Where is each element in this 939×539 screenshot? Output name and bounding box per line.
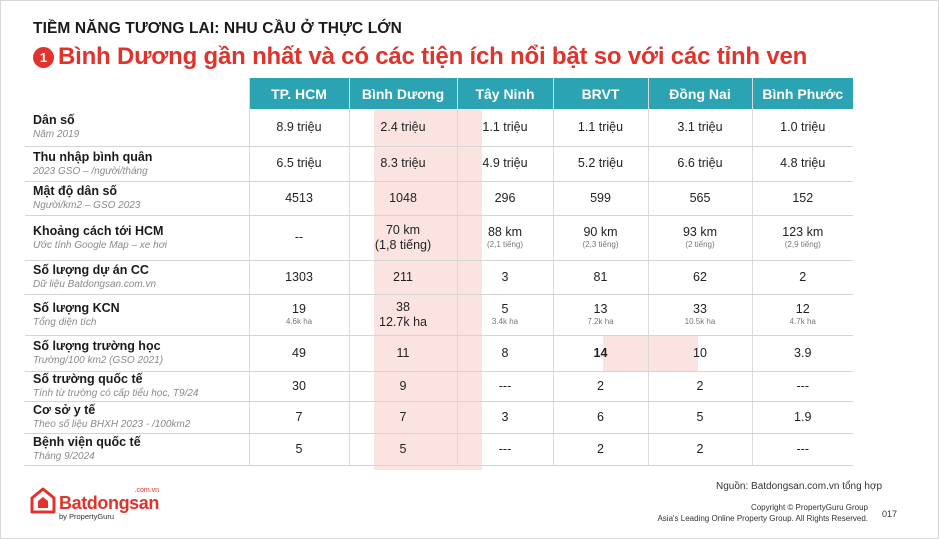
row-label: Số lượng dự án CC: [33, 263, 149, 277]
row-label-cell: [25, 109, 249, 146]
row-sublabel: Theo số liệu BHXH 2023 - /100km2: [33, 419, 191, 430]
row-label-cell: [25, 401, 249, 433]
cell-value: 62: [693, 269, 707, 284]
cell-value: 1303: [285, 269, 313, 284]
value-cell: [249, 433, 349, 465]
row-label: Bệnh viện quốc tế: [33, 435, 141, 449]
value-cell: [553, 371, 648, 401]
value-cell: [752, 371, 853, 401]
value-cell: [752, 335, 853, 371]
value-cell: [648, 260, 752, 294]
table-header-row: [25, 78, 853, 109]
cell-value: 211: [393, 269, 413, 284]
row-label-cell: [25, 215, 249, 260]
cell-value: 2: [696, 378, 704, 393]
row-label-cell: [25, 371, 249, 401]
cell-subvalue: 7.2k ha: [587, 317, 614, 326]
value-cell: [648, 294, 752, 335]
cell-value: 2: [597, 441, 604, 456]
value-cell: [349, 401, 457, 433]
cell-value: 123 km: [782, 225, 824, 239]
cell-subvalue: 10.5k ha: [684, 317, 716, 326]
row-label-cell: [25, 181, 249, 215]
value-cell: [457, 371, 553, 401]
comparison-table-wrap: [25, 78, 853, 466]
cell-value: 1048: [389, 190, 417, 205]
cell-value: 3: [501, 409, 509, 424]
cell-value: 4.8 triệu: [780, 156, 826, 170]
copyright-line-2: Asia's Leading Online Property Group. All Rights Reserved.: [657, 514, 868, 523]
page-number: 017: [882, 509, 898, 519]
cell-value: 4.9 triệu: [482, 156, 528, 170]
value-cell: [553, 109, 648, 146]
row-label: Cơ sở y tế: [33, 403, 96, 417]
value-cell: [249, 215, 349, 260]
table-row: [25, 433, 853, 465]
cell-value: ---: [796, 441, 809, 456]
cell-value: --: [294, 230, 304, 244]
row-label-cell: [25, 260, 249, 294]
cell-value: 5.2 triệu: [577, 156, 624, 170]
cell-value: 1.1 triệu: [482, 119, 528, 134]
cell-value: 8.3 triệu: [380, 156, 426, 170]
value-cell: [553, 146, 648, 181]
copyright-line-1: Copyright © PropertyGuru Group: [750, 503, 868, 512]
cell-value: 8: [501, 345, 509, 360]
value-cell: [457, 433, 553, 465]
cell-value: 3.1 triệu: [677, 119, 723, 134]
row-label: Số trường quốc tế: [33, 372, 143, 386]
row-sublabel: Tổng diện tích: [33, 316, 97, 328]
cell-value: 14: [593, 345, 608, 360]
row-sublabel: Tháng 9/2024: [33, 451, 95, 462]
cell-value: 5: [501, 302, 509, 316]
row-label: Số lượng trường học: [33, 339, 161, 353]
cell-value: 7: [295, 409, 303, 424]
row-sublabel: 2023 GSO – /người/tháng: [33, 165, 148, 177]
value-cell: [249, 146, 349, 181]
value-cell: [752, 109, 853, 146]
value-cell: [648, 181, 752, 215]
value-cell: [752, 215, 853, 260]
cell-value: 9: [399, 378, 407, 393]
cell-value: 5: [399, 441, 407, 456]
cell-subvalue: (2,3 tiếng): [582, 240, 619, 249]
row-label: Khoảng cách tới HCM: [33, 223, 164, 238]
row-sublabel: Năm 2019: [33, 129, 80, 141]
cell-value: 93 km: [682, 225, 718, 239]
cell-value: ---: [498, 378, 512, 393]
value-cell: [457, 401, 553, 433]
cell-value: 13: [593, 302, 608, 316]
headline-text: Bình Dương gần nhất và có các tiện ích nổi bật so với các tỉnh ven: [58, 43, 808, 70]
value-cell: [553, 335, 648, 371]
cell-subvalue: (1,8 tiếng): [374, 237, 432, 252]
cell-subvalue: 12.7k ha: [379, 314, 427, 329]
cell-value: 3: [501, 269, 509, 284]
table-row: [25, 109, 853, 146]
cell-value: 7: [399, 409, 407, 424]
value-cell: [553, 181, 648, 215]
cell-value: 30: [292, 378, 306, 393]
logo-tagline: by PropertyGuru: [59, 512, 115, 521]
cell-value: 81: [593, 269, 608, 284]
value-cell: [349, 335, 457, 371]
value-cell: [349, 294, 457, 335]
cell-value: 6.6 triệu: [677, 156, 723, 170]
cell-value: 565: [689, 190, 711, 205]
logo-name: Batdongsan: [59, 493, 160, 513]
cell-subvalue: (2,1 tiếng): [486, 240, 524, 249]
table-row: [25, 335, 853, 371]
value-cell: [457, 294, 553, 335]
value-cell: [349, 433, 457, 465]
row-sublabel: Người/km2 – GSO 2023: [33, 200, 141, 211]
cell-subvalue: 4.7k ha: [789, 317, 816, 326]
slide-eyebrow: TIỀM NĂNG TƯƠNG LAI: NHU CẦU Ở THỰC LỚN: [33, 20, 402, 37]
column-header: Bình Phước: [752, 78, 853, 109]
table-row: [25, 294, 853, 335]
cell-subvalue: (2 tiếng): [685, 240, 715, 249]
value-cell: [553, 294, 648, 335]
batdongsan-logo: [30, 487, 159, 522]
cell-subvalue: (2,9 tiếng): [784, 240, 821, 249]
row-label-cell: [25, 146, 249, 181]
value-cell: [752, 181, 853, 215]
source-note: Nguồn: Batdongsan.com.vn tổng hợp: [716, 481, 883, 492]
value-cell: [249, 260, 349, 294]
cell-value: 19: [292, 302, 306, 316]
value-cell: [349, 260, 457, 294]
value-cell: [249, 401, 349, 433]
cell-value: 11: [396, 345, 410, 360]
table-row: [25, 401, 853, 433]
row-label: Số lượng KCN: [33, 300, 120, 315]
row-label: Mật độ dân số: [33, 184, 118, 198]
cell-value: 296: [494, 190, 516, 205]
cell-value: 8.9 triệu: [276, 119, 322, 134]
cell-value: 4513: [285, 190, 313, 205]
value-cell: [249, 294, 349, 335]
cell-value: 1.9: [794, 409, 812, 424]
cell-value: 6: [597, 409, 604, 424]
number-badge: 1: [33, 47, 54, 68]
row-sublabel: Dữ liệu Batdongsan.com.vn: [33, 279, 157, 290]
value-cell: [249, 371, 349, 401]
value-cell: [349, 181, 457, 215]
row-label-cell: [25, 335, 249, 371]
copyright-note: [657, 502, 868, 524]
cell-value: 2: [597, 378, 604, 393]
cell-subvalue: 4.6k ha: [285, 317, 313, 326]
value-cell: [648, 146, 752, 181]
cell-value: ---: [796, 378, 809, 393]
cell-value: 599: [590, 190, 611, 205]
value-cell: [752, 401, 853, 433]
cell-value: 1.0 triệu: [780, 119, 826, 134]
column-header: Tây Ninh: [457, 78, 553, 109]
column-header: TP. HCM: [249, 78, 349, 109]
value-cell: [457, 335, 553, 371]
cell-value: 1.1 triệu: [577, 119, 624, 134]
value-cell: [648, 109, 752, 146]
cell-value: 12: [795, 302, 810, 316]
table-row: [25, 181, 853, 215]
value-cell: [457, 109, 553, 146]
value-cell: [752, 294, 853, 335]
table-row: [25, 215, 853, 260]
value-cell: [349, 371, 457, 401]
column-header: Bình Dương: [349, 78, 457, 109]
value-cell: [553, 433, 648, 465]
table-body: [25, 109, 853, 465]
value-cell: [457, 181, 553, 215]
cell-subvalue: 3.4k ha: [491, 317, 519, 326]
column-header: BRVT: [553, 78, 648, 109]
cell-value: 38: [396, 299, 410, 314]
value-cell: [648, 371, 752, 401]
row-sublabel: Tính từ trường có cấp tiểu học, T9/24: [33, 388, 199, 399]
row-sublabel: Ước tính Google Map – xe hơi: [33, 239, 167, 251]
cell-value: 88 km: [487, 225, 523, 239]
value-cell: [349, 109, 457, 146]
cell-value: 2: [799, 269, 807, 284]
row-label-cell: [25, 433, 249, 465]
cell-value: 5: [696, 409, 704, 424]
header-corner: [25, 78, 249, 109]
value-cell: [648, 335, 752, 371]
value-cell: [249, 109, 349, 146]
table-row: [25, 260, 853, 294]
logo-text: [59, 487, 159, 522]
value-cell: [553, 260, 648, 294]
cell-value: 90 km: [583, 225, 618, 239]
cell-value: 2: [696, 441, 704, 456]
row-label: Thu nhập bình quân: [33, 149, 153, 164]
value-cell: [752, 260, 853, 294]
value-cell: [648, 215, 752, 260]
value-cell: [349, 146, 457, 181]
cell-value: 2.4 triệu: [380, 119, 426, 134]
cell-value: 3.9: [794, 345, 812, 360]
row-label: Dân số: [33, 113, 75, 128]
column-header: Đồng Nai: [648, 78, 752, 109]
row-label-cell: [25, 294, 249, 335]
cell-value: 10: [693, 345, 707, 360]
value-cell: [249, 181, 349, 215]
value-cell: [349, 215, 457, 260]
value-cell: [553, 215, 648, 260]
cell-value: 152: [792, 190, 814, 205]
cell-value: 6.5 triệu: [276, 156, 322, 170]
value-cell: [752, 433, 853, 465]
value-cell: [648, 401, 752, 433]
value-cell: [457, 260, 553, 294]
logo-domain-suffix: .com.vn: [134, 487, 160, 494]
cell-value: 5: [295, 441, 303, 456]
comparison-table: [25, 78, 853, 466]
table-row: [25, 371, 853, 401]
value-cell: [752, 146, 853, 181]
value-cell: [457, 146, 553, 181]
cell-value: 49: [292, 345, 306, 360]
slide-headline: [33, 43, 807, 71]
cell-value: ---: [498, 441, 512, 456]
row-sublabel: Trường/100 km2 (GSO 2021): [33, 355, 164, 366]
value-cell: [249, 335, 349, 371]
table-row: [25, 146, 853, 181]
house-logo-icon: [30, 487, 56, 515]
value-cell: [553, 401, 648, 433]
cell-value: 70 km: [385, 222, 421, 237]
cell-value: 33: [693, 302, 707, 316]
value-cell: [457, 215, 553, 260]
value-cell: [648, 433, 752, 465]
